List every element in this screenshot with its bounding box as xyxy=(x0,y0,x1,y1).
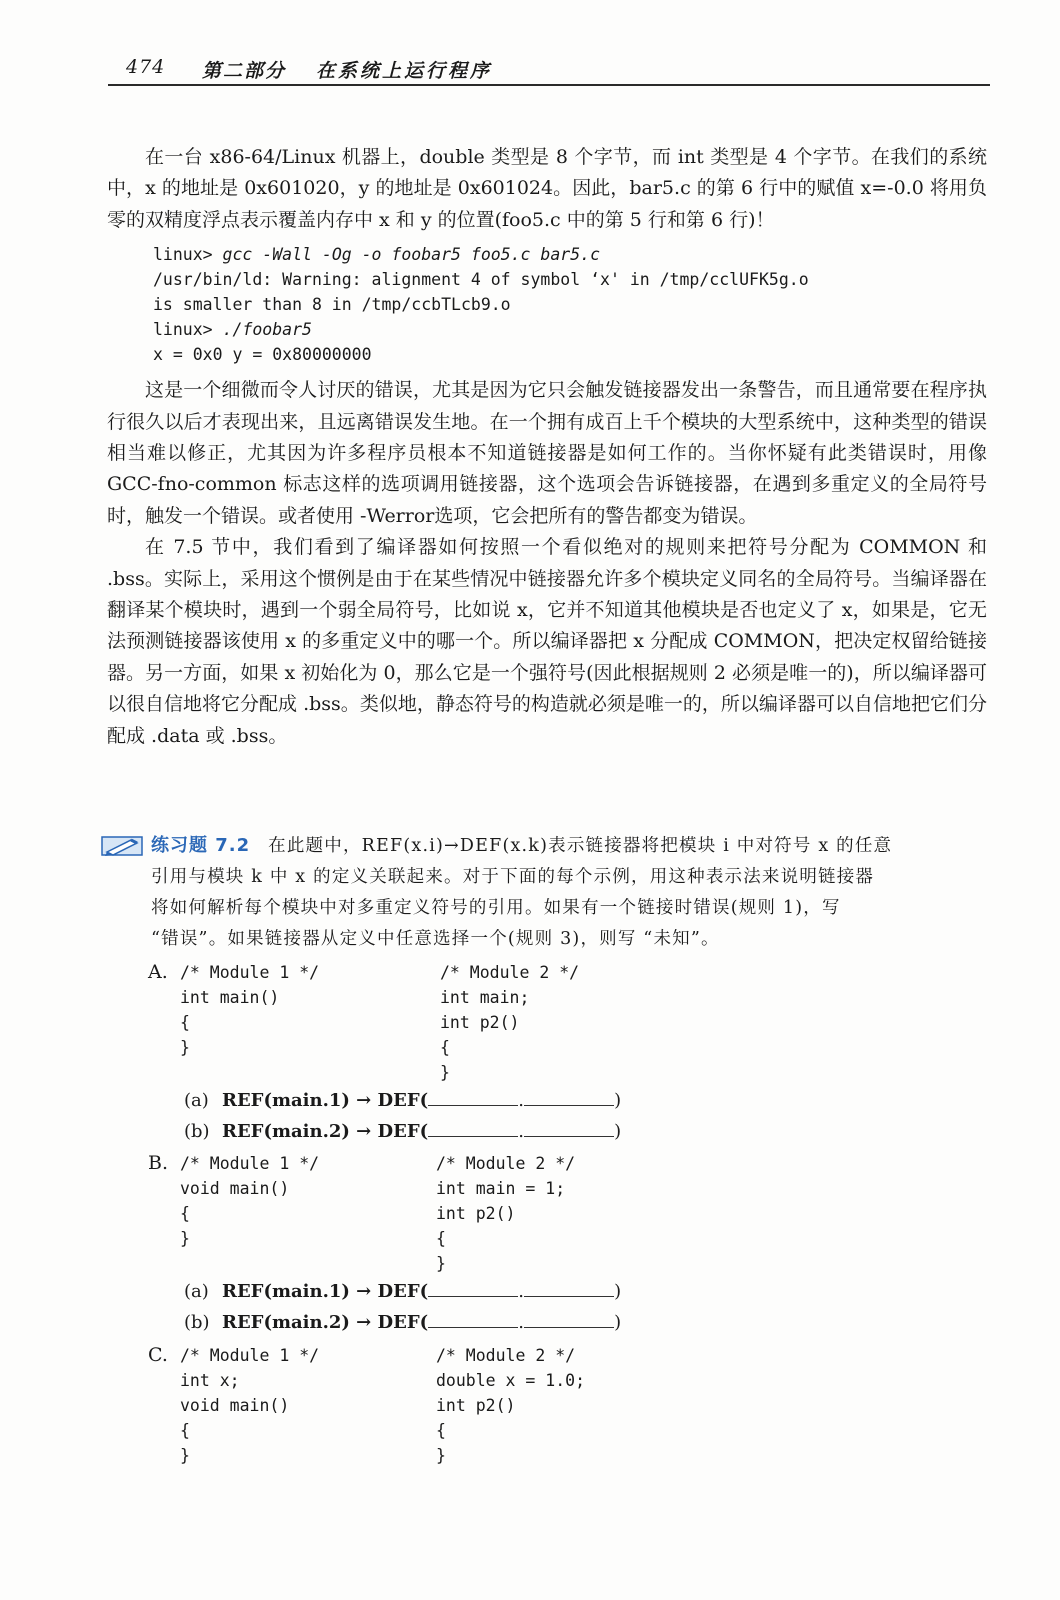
module-2-code: /* Module 2 */ int main = 1; int p2() { } xyxy=(436,1154,576,1273)
module-1-code: /* Module 1 */ void main() { } xyxy=(180,1154,320,1248)
problem-letter: B. xyxy=(148,1152,169,1174)
answer-blank[interactable] xyxy=(428,1278,518,1297)
exercise-block xyxy=(107,830,987,955)
answer-blank[interactable] xyxy=(524,1087,614,1106)
exercise-text-line-2: 引用与模块 k 中 x 的定义关联起来。对于下面的每个示例，用这种表示法来说明链接器 xyxy=(151,867,875,887)
ref-expression: REF(main.1) → DEF( xyxy=(222,1281,429,1302)
exercise-text: 在此题中，REF(x.i)→DEF(x.k)表示链接器将把模块 i 中对符号 x 的任意 xyxy=(268,836,893,856)
ref-tag: (b) xyxy=(184,1121,210,1142)
module-2-code: /* Module 2 */ double x = 1.0; int p2() { } xyxy=(436,1346,586,1465)
compile-command: gcc -Wall -Og -o foobar5 foo5.c bar5.c xyxy=(222,245,601,265)
exercise-heading xyxy=(107,830,987,862)
ref-tag: (b) xyxy=(184,1312,210,1333)
run-command: ./foobar5 xyxy=(222,320,312,340)
ref-line-a: (a) REF(main.1) → DEF( . ) xyxy=(184,1277,621,1307)
module-2-code: /* Module 2 */ int main; int p2() { } xyxy=(440,963,580,1082)
part-label: 第二部分 xyxy=(202,60,287,82)
paragraph-1: 在一台 x86-64/Linux 机器上，double 类型是 8 个字节，而 int 类型是 4 个字节。在我们的系统中，x 的地址是 0x601020，y 的地址是 0x601024。因此，bar5.c 的第 6 行中的赋值 x=-0.0 将用负零的双精度浮点表示覆盖内存中 x 和 y 的位置(foo5.c 中的第 5 行和第 6 行)！ xyxy=(107,146,987,231)
answer-blank[interactable] xyxy=(428,1309,518,1328)
ref-tag: (a) xyxy=(184,1090,209,1111)
exercise-text-line-4: “错误”。如果链接器从定义中任意选择一个(规则 3)，则写 “未知”。 xyxy=(151,929,720,949)
linker-warning-line-2: is smaller than 8 in /tmp/ccbTLcb9.o xyxy=(153,295,511,315)
exercise-text-line-3: 将如何解析每个模块中对多重定义符号的引用。如果有一个链接时错误(规则 1)，写 xyxy=(151,898,841,918)
ref-expression: REF(main.1) → DEF( xyxy=(222,1090,429,1111)
pencil-icon xyxy=(101,834,145,858)
module-1-code: /* Module 1 */ int main() { } xyxy=(180,963,320,1057)
ref-tag: (a) xyxy=(184,1281,209,1302)
ref-line-a: (a) REF(main.1) → DEF( . ) xyxy=(184,1086,621,1116)
paragraph-2: 这是一个细微而令人讨厌的错误，尤其是因为它只会触发链接器发出一条警告，而且通常要在程序执行很久以后才表现出来，且远离错误发生地。在一个拥有成百上千个模块的大型系统中，这种类型的错误相当难以修正，尤其因为许多程序员根本不知道链接器是如何工作的。当你怀疑有此类错误时，用像 GCC-fno-common 标志这样的选项调用链接器，这个选项会告诉链接器，在遇到多重定义的全局符号时，触发一个错误。或者使用 -Werror选项，它会把所有的警告都变为错误。 xyxy=(107,379,987,527)
ref-line-b: (b) REF(main.2) → DEF( . ) xyxy=(184,1117,621,1147)
module-1-code: /* Module 1 */ int x; void main() { } xyxy=(180,1346,320,1465)
answer-blank[interactable] xyxy=(524,1309,614,1328)
linker-warning-line: /usr/bin/ld: Warning: alignment 4 of symbol ‘x' in /tmp/cclUFK5g.o xyxy=(153,270,809,290)
answer-blank[interactable] xyxy=(428,1118,518,1137)
page-number: 474 xyxy=(126,56,166,78)
body-text xyxy=(107,142,987,752)
ref-expression: REF(main.2) → DEF( xyxy=(222,1312,429,1333)
ref-line-b: (b) REF(main.2) → DEF( . ) xyxy=(184,1308,621,1338)
shell-prompt: linux> xyxy=(153,320,223,340)
shell-prompt: linux> xyxy=(153,245,223,265)
running-header xyxy=(108,52,990,86)
exercise-label: 练习题 7.2 xyxy=(151,835,251,856)
problem-letter: A. xyxy=(148,961,168,983)
answer-blank[interactable] xyxy=(524,1118,614,1137)
problem-letter: C. xyxy=(148,1344,168,1366)
paragraph-3: 在 7.5 节中，我们看到了编译器如何按照一个看似绝对的规则来把符号分配为 COMMON 和 .bss。实际上，采用这个惯例是由于在某些情况中链接器允许多个模块定义同名的全局符号。当编译器在翻译某个模块时，遇到一个弱全局符号，比如说 x，它并不知道其他模块是否也定义了 x，如果是，它无法预测链接器该使用 x 的多重定义中的哪一个。所以编译器把 x 分配成 COMMON，把决定权留给链接器。另一方面，如果 x 初始化为 0，那么它是一个强符号(因此根据规则 2 必须是唯一的)，所以编译器可以很自信地将它分配成 .bss。类似地，静态符号的构造就必须是唯一的，所以编译器可以自信地把它们分配成 .data 或 .bss。 xyxy=(107,536,987,747)
answer-blank[interactable] xyxy=(428,1087,518,1106)
header-title: 在系统上运行程序 xyxy=(316,60,493,82)
answer-blank[interactable] xyxy=(524,1278,614,1297)
terminal-output xyxy=(153,242,987,367)
program-output: x = 0x0 y = 0x80000000 xyxy=(153,345,372,365)
ref-expression: REF(main.2) → DEF( xyxy=(222,1121,429,1142)
